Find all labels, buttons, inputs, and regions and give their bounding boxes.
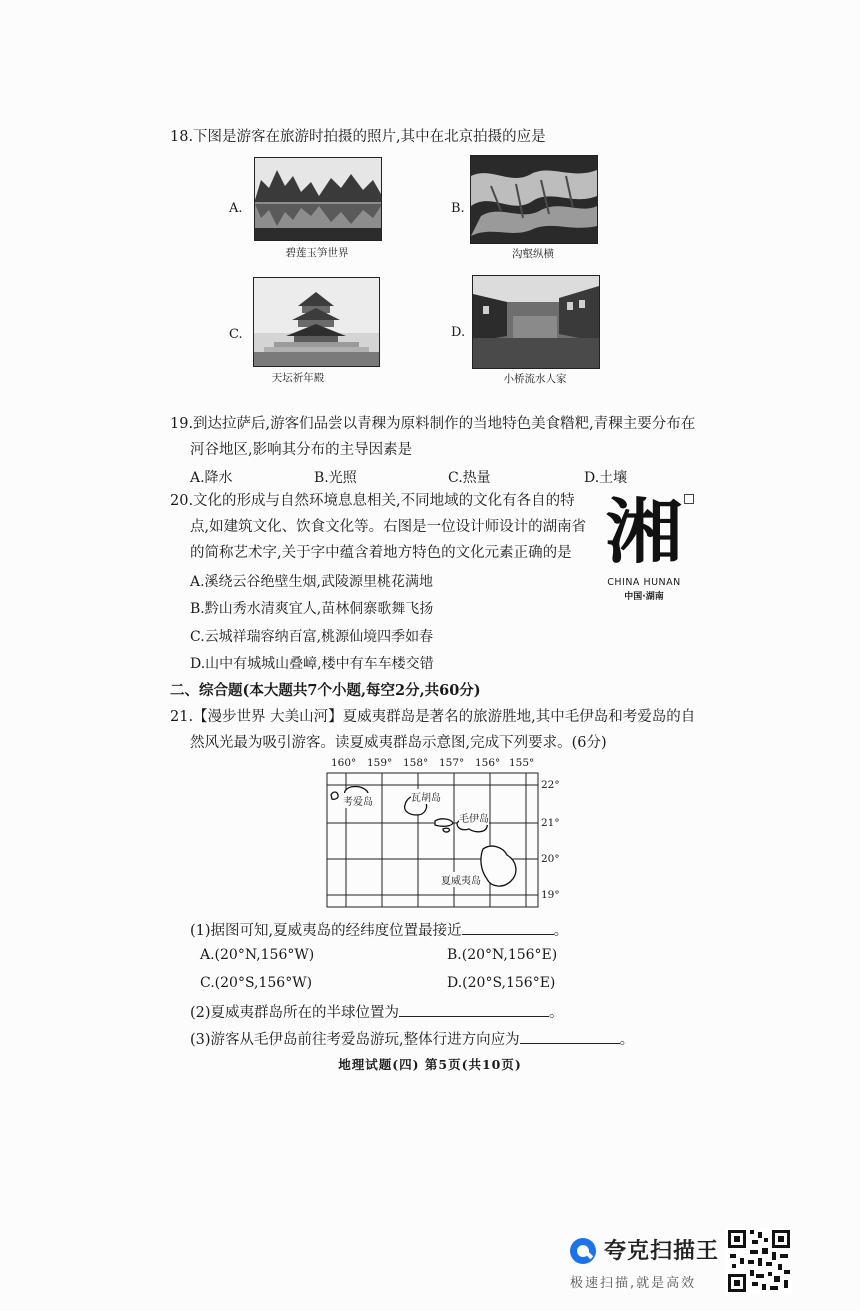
q21-sub3-answer-blank[interactable] (520, 1029, 620, 1044)
lat-label-20: 20° (541, 853, 560, 865)
hunan-art-en: CHINA HUNAN (607, 577, 681, 588)
island-label-maui: 毛伊岛 (459, 810, 489, 825)
q21-sub1-option-b: B.(20°N,156°E) (447, 947, 558, 963)
photo-loess-gullies (470, 155, 598, 244)
q21-sub3: (3)游客从毛伊岛前往考爱岛游玩,整体行进方向应为 。 (190, 1029, 634, 1050)
q21-line1: 21.【漫步世界 大美山河】夏威夷群岛是著名的旅游胜地,其中毛伊岛和考爱岛的自 (170, 709, 696, 725)
page-footer: 地理试题(四) 第5页(共10页) (338, 1057, 522, 1072)
q20-line2: 点,如建筑文化、饮食文化等。右图是一位设计师设计的湖南省 (190, 519, 587, 535)
q19-option-a: A.降水 (190, 470, 233, 486)
q18-option-c-caption: 天坛祈年殿 (271, 372, 325, 384)
q18-option-d-caption: 小桥流水人家 (503, 373, 567, 385)
hunan-art-logo (592, 492, 696, 604)
lon-label-156: 156° (475, 757, 501, 769)
section-2-heading: 二、综合题(本大题共7个小题,每空2分,共60分) (170, 682, 481, 699)
q21-sub2: (2)夏威夷群岛所在的半球位置为 。 (190, 1002, 564, 1023)
q19-line1: 19.到达拉萨后,游客们品尝以青稞为原料制作的当地特色美食糌粑,青稞主要分布在 (170, 416, 696, 432)
seal-icon (684, 494, 694, 504)
q21-sub1-option-d: D.(20°S,156°E) (447, 975, 556, 991)
lat-label-21: 21° (541, 817, 560, 829)
q18-stem: 18.下图是游客在旅游时拍摄的照片,其中在北京拍摄的应是 (170, 129, 546, 145)
q19-option-d: D.土壤 (584, 470, 628, 486)
island-label-kauai: 考爱岛 (343, 793, 373, 808)
q19-option-b: B.光照 (314, 470, 357, 486)
lon-label-158: 158° (403, 757, 429, 769)
lat-label-22: 22° (541, 779, 560, 791)
hawaii-map (323, 757, 563, 909)
q21-line2: 然风光最为吸引游客。读夏威夷群岛示意图,完成下列要求。(6分) (190, 735, 607, 751)
q20-line3: 的简称艺术字,关于字中蕴含着地方特色的文化元素正确的是 (190, 545, 572, 561)
q21-sub1-option-c: C.(20°S,156°W) (200, 975, 313, 991)
quark-scanner-logo-icon (568, 1236, 598, 1266)
lon-label-159: 159° (367, 757, 393, 769)
q20-option-c: C.云城祥瑞容纳百富,桃源仙境四季如春 (190, 629, 434, 645)
q21-sub1-option-a: A.(20°N,156°W) (200, 947, 315, 963)
q18-option-d-letter: D. (451, 325, 466, 340)
q20-option-b: B.黔山秀水清爽宜人,苗林侗寨歌舞飞扬 (190, 601, 434, 617)
lon-label-160: 160° (331, 757, 357, 769)
q20-option-d: D.山中有城城山叠嶂,楼中有车车楼交错 (190, 656, 434, 672)
photo-water-town (472, 275, 600, 369)
q20-option-a: A.溪绕云谷绝壁生烟,武陵源里桃花满地 (190, 574, 434, 590)
q19-option-c: C.热量 (448, 470, 491, 486)
photo-temple-of-heaven (253, 277, 380, 367)
q19-line2: 河谷地区,影响其分布的主导因素是 (190, 442, 413, 458)
photo-karst-landscape (254, 157, 382, 241)
q20-line1: 20.文化的形成与自然环境息息相关,不同地域的文化有各自的特 (170, 493, 575, 509)
hunan-art-zh: 中国·湖南 (624, 592, 664, 602)
watermark-brand: 夸克扫描王 (604, 1239, 720, 1264)
island-label-oahu: 瓦胡岛 (411, 789, 441, 804)
island-label-hawaii: 夏威夷岛 (441, 872, 481, 887)
watermark-slogan: 极速扫描,就是高效 (570, 1276, 697, 1291)
q18-option-a-letter: A. (229, 201, 243, 216)
q21-sub1-answer-blank[interactable] (462, 920, 554, 935)
q18-option-b-caption: 沟壑纵横 (512, 248, 554, 260)
q21-sub2-answer-blank[interactable] (399, 1002, 549, 1017)
q18-option-b-letter: B. (451, 201, 465, 216)
q18-option-a-caption: 碧莲玉笋世界 (285, 247, 349, 259)
qr-code-icon (726, 1228, 792, 1294)
q18-option-c-letter: C. (229, 327, 243, 342)
lon-label-157: 157° (439, 757, 465, 769)
q21-sub1: (1)据图可知,夏威夷岛的经纬度位置最接近 。 (190, 920, 568, 941)
lat-label-19: 19° (541, 889, 560, 901)
lon-label-155: 155° (509, 757, 535, 769)
hunan-art-glyph: 湘 (605, 490, 683, 573)
